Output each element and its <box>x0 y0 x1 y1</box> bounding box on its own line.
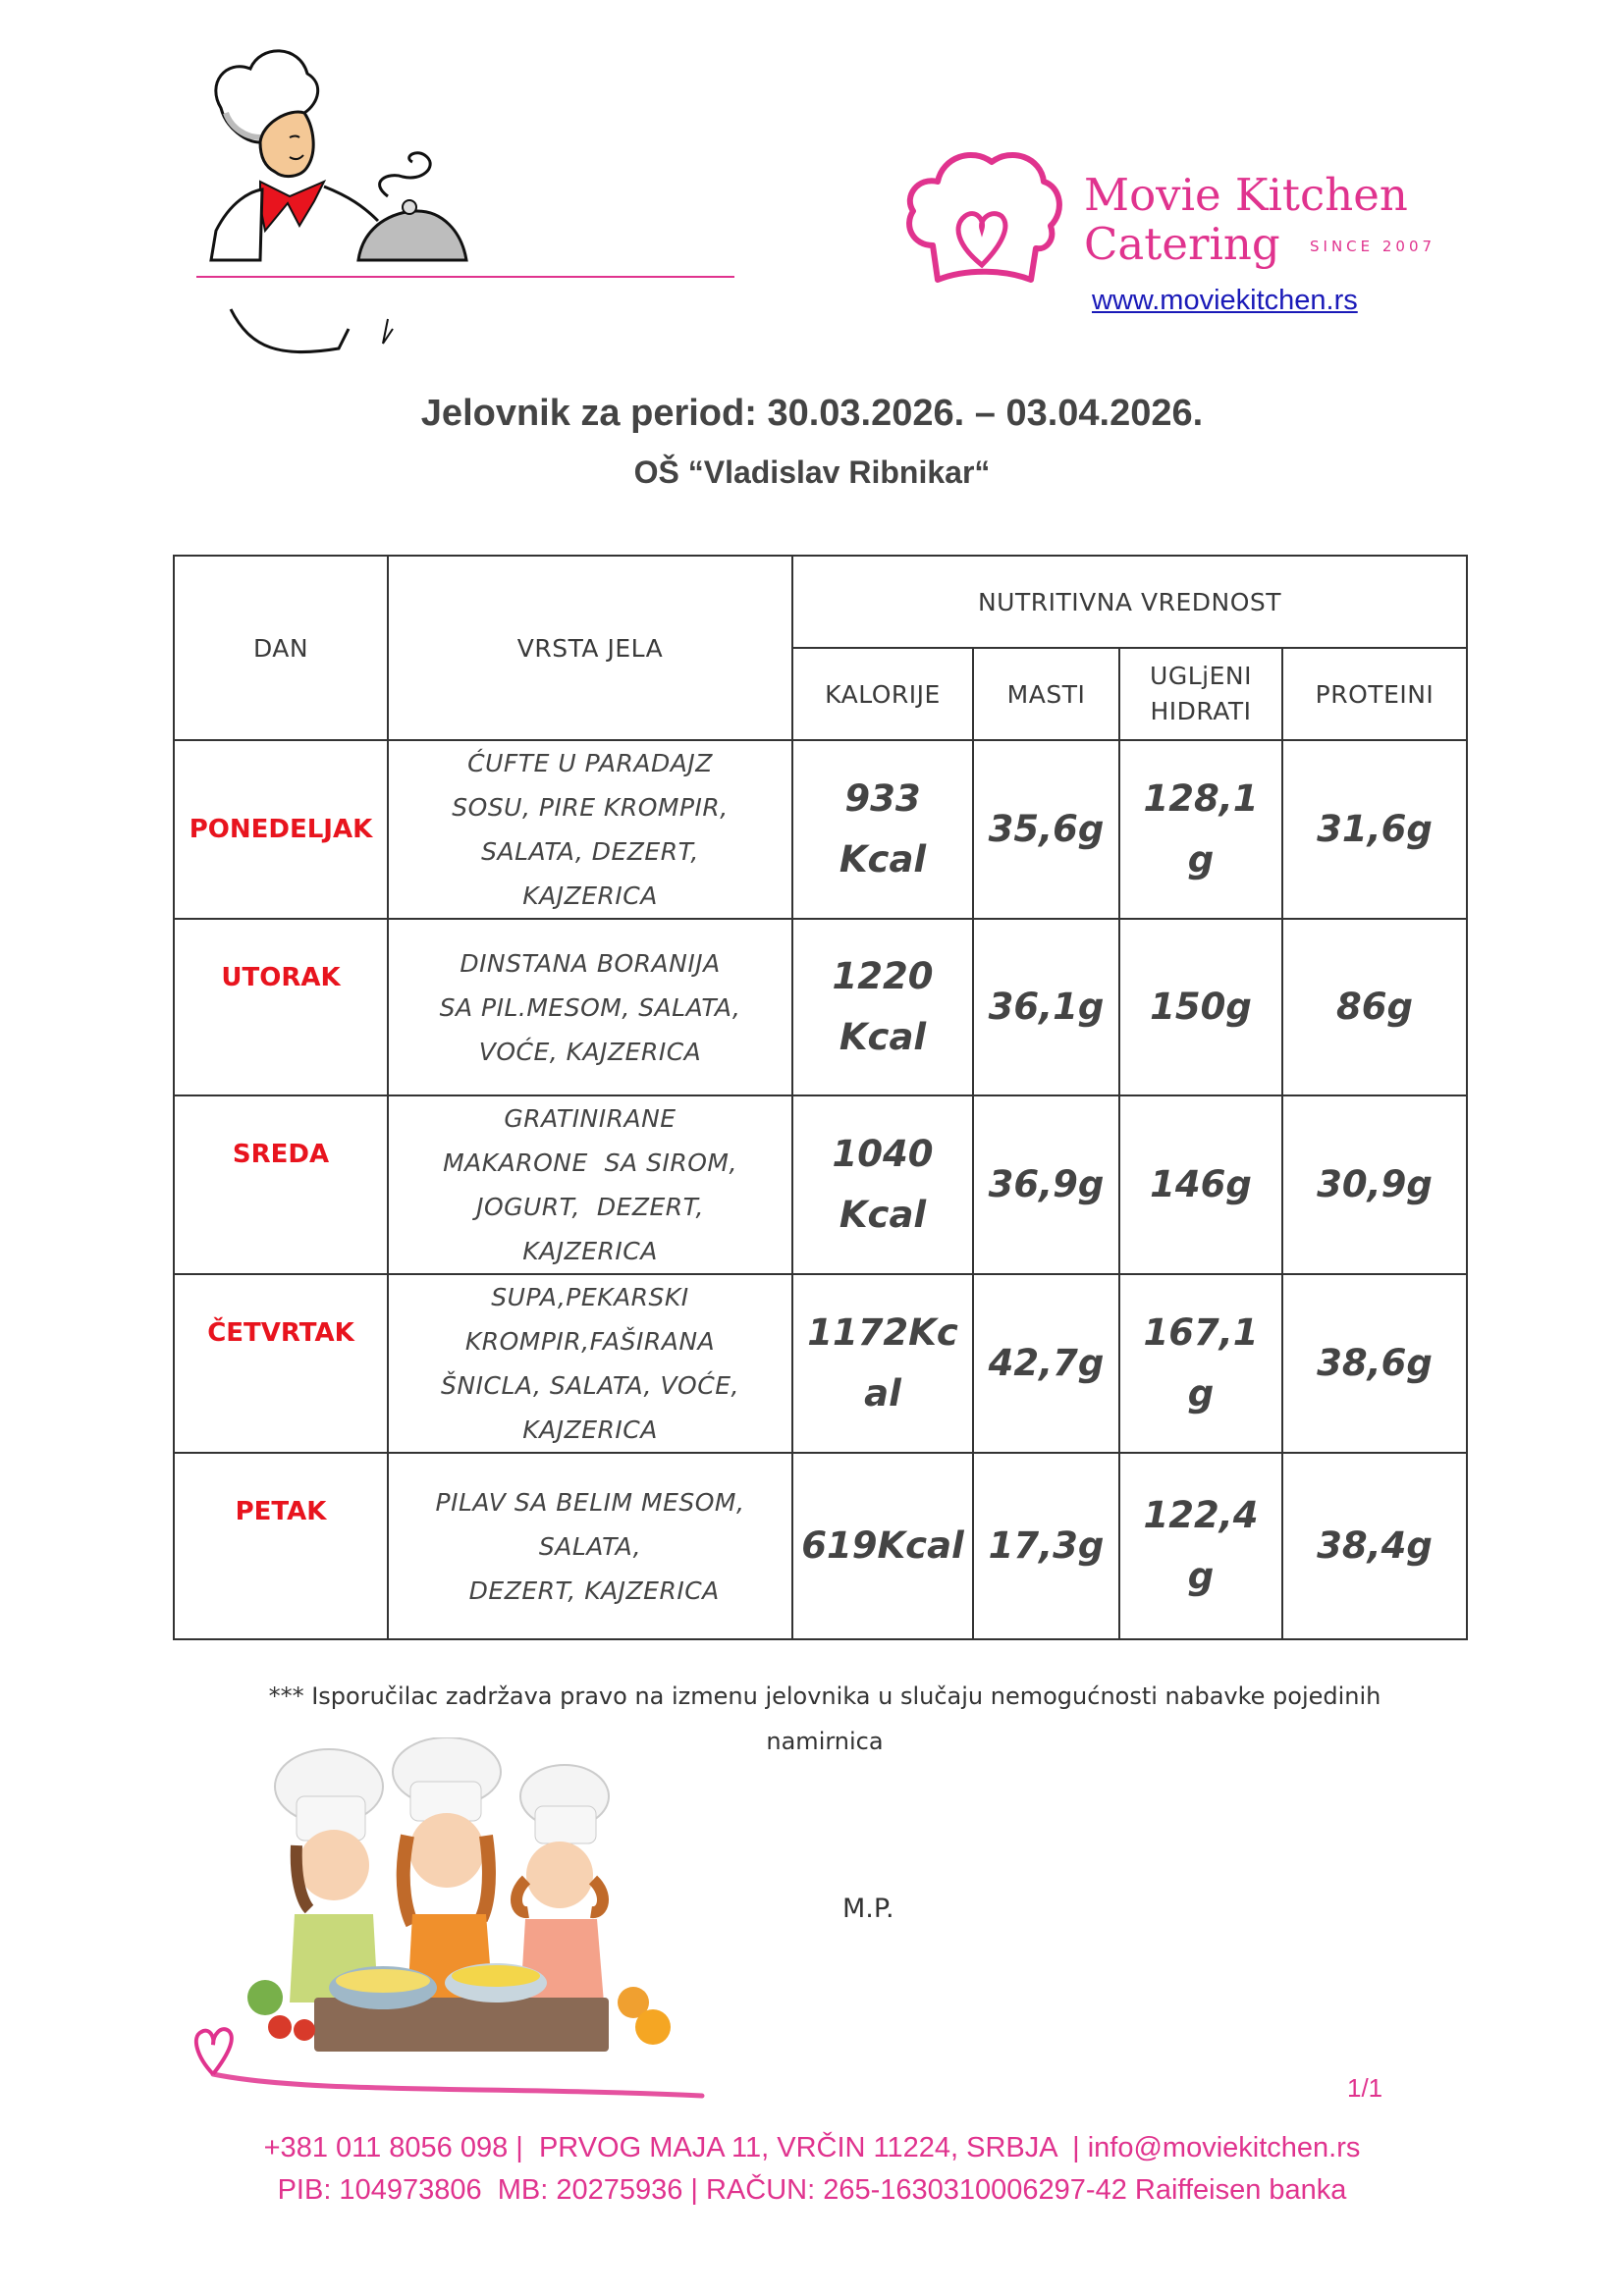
protein-cell: 38,4g <box>1282 1453 1467 1639</box>
disclaimer-line: *** Isporučilac zadržava pravo na izmenu jelovnika u slučaju nemogućnosti nabavke pojedinih <box>268 1682 1381 1710</box>
header-protein: PROTEINI <box>1282 648 1467 740</box>
dish-line: DINSTANA BORANIJA <box>460 948 721 978</box>
calories-cell <box>792 740 973 919</box>
chef-hat-heart-logo-icon <box>898 142 1065 290</box>
header-fat: MASTI <box>973 648 1119 740</box>
carbs-cell <box>1119 740 1282 919</box>
fat-cell: 42,7g <box>973 1274 1119 1453</box>
table-row <box>174 1453 1467 1639</box>
page-number: 1/1 <box>1347 2073 1383 2103</box>
calories-unit: Kcal <box>839 838 927 881</box>
fat-cell: 17,3g <box>973 1453 1119 1639</box>
protein-cell: 38,6g <box>1282 1274 1467 1453</box>
dish-line: KAJZERICA <box>522 1237 658 1265</box>
dish-cell <box>388 919 792 1095</box>
protein-cell: 31,6g <box>1282 740 1467 919</box>
calories-unit: al <box>864 1372 901 1415</box>
calories-unit: Kcal <box>839 1016 927 1058</box>
carbs-value: 150g <box>1150 986 1252 1028</box>
dish-line: GRATINIRANE <box>504 1104 677 1133</box>
brand-name-catering: Catering <box>1084 218 1280 270</box>
day-cell: PONEDELJAK <box>174 740 388 919</box>
dish-line: SOSU, PIRE KROMPIR, <box>452 793 729 822</box>
fat-cell: 36,9g <box>973 1095 1119 1274</box>
calories-value: 1040 <box>832 1133 934 1175</box>
dish-line: VOĆE, KAJZERICA <box>478 1037 702 1066</box>
heart-swoosh-decoration-icon <box>191 1998 707 2106</box>
fat-cell: 35,6g <box>973 740 1119 919</box>
header-carbs <box>1119 648 1282 740</box>
calories-value: 1172Kc <box>807 1311 958 1354</box>
carbs-cell <box>1119 1274 1282 1453</box>
dish-line: DEZERT, KAJZERICA <box>460 1575 720 1605</box>
dish-cell <box>388 740 792 919</box>
dish-line: SALATA, <box>538 1531 642 1561</box>
dish-line: KAJZERICA <box>522 1415 658 1444</box>
brand-name: Movie Kitchen <box>1084 169 1408 221</box>
company-registration-info: PIB: 104973806 MB: 20275936 | RAČUN: 265-1630310006297-42 Raiffeisen banka <box>277 2174 1347 2206</box>
protein-cell: 30,9g <box>1282 1095 1467 1274</box>
table-row <box>174 919 1467 1095</box>
table-row <box>174 1095 1467 1274</box>
day-cell: SREDA <box>174 1095 388 1274</box>
dish-line: SALATA, DEZERT, <box>481 837 699 866</box>
carbs-cell <box>1119 919 1282 1095</box>
website-link[interactable]: www.moviekitchen.rs <box>1092 285 1358 316</box>
protein-cell: 86g <box>1282 919 1467 1095</box>
school-name: OŠ “Vladislav Ribnikar“ <box>633 454 991 490</box>
calories-value: 933 <box>844 777 921 820</box>
dish-line: SUPA,PEKARSKI <box>491 1283 689 1311</box>
page-title: Jelovnik za period: 30.03.2026. – 03.04.2026. <box>420 393 1204 434</box>
header-nutrition: NUTRITIVNA VREDNOST <box>792 556 1467 648</box>
carbs-value: 146g <box>1150 1163 1252 1205</box>
dish-line: KROMPIR,FAŠIRANA <box>464 1327 716 1356</box>
calories-cell <box>792 1095 973 1274</box>
header-calories: KALORIJE <box>792 648 973 740</box>
carbs-unit: g <box>1187 1555 1215 1597</box>
table-row <box>174 1274 1467 1453</box>
header-carbs-line1: UGLjENI <box>1150 662 1252 690</box>
header-day: DAN <box>174 556 388 740</box>
dish-cell <box>388 1095 792 1274</box>
carbs-value: 128,1 <box>1143 777 1259 820</box>
dish-line: SA PIL.MESOM, SALATA, <box>439 992 741 1022</box>
carbs-value: 122,4 <box>1143 1494 1259 1536</box>
dish-line: ĆUFTE U PARADAJZ <box>467 749 713 777</box>
header-carbs-line2: HIDRATI <box>1150 697 1252 725</box>
day-cell: UTORAK <box>174 919 388 1095</box>
calories-unit: Kcal <box>839 1194 927 1236</box>
calories-value: 619Kcal <box>801 1524 964 1567</box>
dish-cell <box>388 1453 792 1639</box>
header-divider <box>196 276 734 278</box>
table-row <box>174 740 1467 919</box>
carbs-unit: g <box>1187 1372 1215 1415</box>
header-dish: VRSTA JELA <box>388 556 792 740</box>
fat-cell: 36,1g <box>973 919 1119 1095</box>
menu-table <box>173 555 1468 1640</box>
disclaimer-line: namirnica <box>766 1728 884 1755</box>
calories-cell <box>792 1453 973 1639</box>
dish-line: JOGURT, DEZERT, <box>476 1193 704 1221</box>
contact-info: +381 011 8056 098 | PRVOG MAJA 11, VRČIN 11224, SRBJA | info@moviekitchen.rs <box>263 2132 1361 2163</box>
carbs-value: 167,1 <box>1143 1311 1259 1354</box>
carbs-unit: g <box>1187 838 1215 881</box>
day-cell: ČETVRTAK <box>174 1274 388 1453</box>
stamp-label: M.P. <box>842 1894 894 1924</box>
calories-value: 1220 <box>832 955 934 997</box>
dish-line: ŠNICLA, SALATA, VOĆE, <box>441 1371 739 1400</box>
dish-cell <box>388 1274 792 1453</box>
calories-cell <box>792 919 973 1095</box>
brand-since: SINCE 2007 <box>1310 238 1436 255</box>
day-cell: PETAK <box>174 1453 388 1639</box>
chef-illustration-icon <box>191 34 515 373</box>
dish-line: PILAV SA BELIM MESOM, <box>435 1487 745 1517</box>
calories-cell <box>792 1274 973 1453</box>
carbs-cell <box>1119 1095 1282 1274</box>
dish-line: KAJZERICA <box>522 881 658 910</box>
carbs-cell <box>1119 1453 1282 1639</box>
dish-line: MAKARONE SA SIROM, <box>443 1148 737 1177</box>
